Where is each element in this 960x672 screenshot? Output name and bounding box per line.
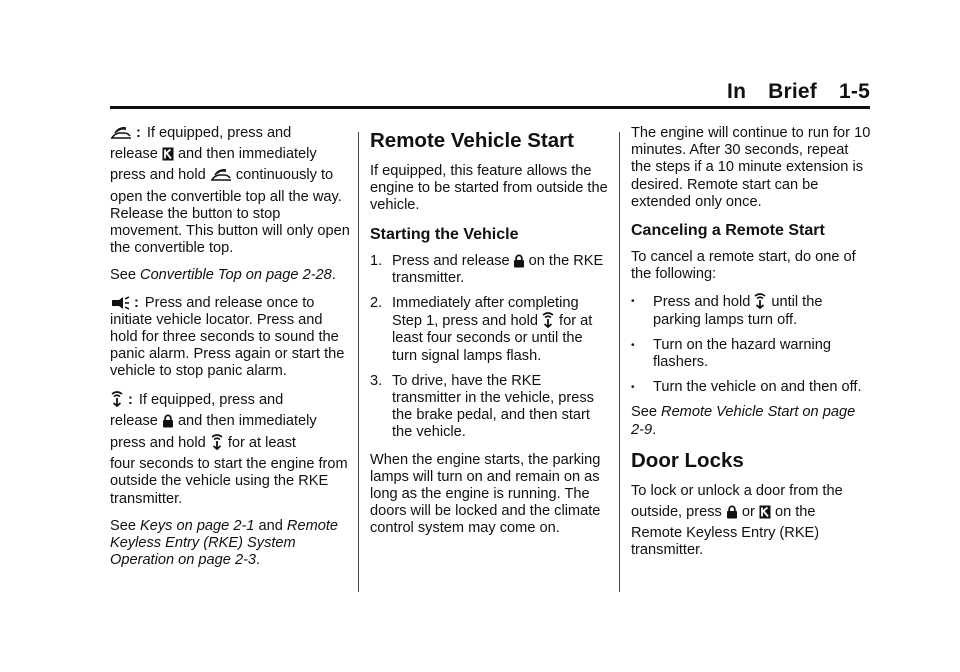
step-number: 2. [370, 295, 383, 312]
paragraph-text: for at least [227, 435, 296, 452]
locator-paragraph [110, 295, 350, 381]
cross-reference-link[interactable]: Remote Keyless Entry (RKE) System Operation on page 2-3 [110, 517, 339, 569]
list-item [631, 337, 871, 371]
bullet-text: Turn on the hazard warning flashers. [653, 336, 831, 371]
paragraph-text: continuously to [235, 167, 334, 184]
cancel-list [631, 293, 871, 396]
paragraph-text: Press and release once to initiate vehicle locator. Press and hold for three seconds to sound the panic alarm. Press again or start the vehicle to stop panic alarm. [110, 294, 345, 380]
header-rule [110, 106, 870, 109]
period: . [256, 552, 261, 569]
vehicle-locator-horn-icon [110, 296, 130, 310]
paragraph-text: on the [774, 504, 816, 521]
remote-start-icon [110, 391, 124, 407]
remote-start-icon [541, 312, 555, 328]
door-line3: Remote Keyless Entry (RKE) transmitter. [631, 525, 820, 559]
paragraph-text: release [110, 412, 158, 429]
paragraph-text: press and hold [110, 167, 206, 184]
convertible-line1 [110, 125, 350, 142]
paragraph-text: If equipped, press and [146, 125, 292, 141]
list-item [370, 253, 610, 287]
lock-icon [513, 254, 525, 268]
paragraph-text: outside, press [631, 504, 722, 521]
remote-start-line3 [110, 434, 350, 452]
remote-start-see-also [110, 518, 350, 570]
remote-start-icon [753, 293, 767, 309]
bullet-text-part: until the parking lamps turn off. [653, 294, 823, 328]
convertible-line2 [110, 146, 350, 163]
paragraph-text: press and hold [110, 435, 206, 452]
bullet-text-part: Press and hold [653, 294, 751, 311]
convertible-see-also [110, 267, 350, 284]
step-text-part: for at least four seconds or until the turn signal lamps flash. [392, 313, 593, 364]
bullet: • [631, 382, 635, 394]
remote-start-body: four seconds to start the engine from outside the vehicle using the RKE transmitter. [110, 456, 348, 507]
step-number: 3. [370, 372, 383, 389]
cross-reference-link[interactable]: Keys on page 2-1 [140, 517, 255, 534]
list-item [631, 379, 871, 396]
and-label: and [258, 517, 283, 534]
column-divider [358, 132, 359, 592]
column-3 [631, 125, 871, 570]
remote-start-line2 [110, 413, 350, 430]
steps-list [370, 253, 610, 442]
list-item [631, 293, 871, 328]
door-line1: To lock or unlock a door from the [631, 482, 843, 499]
step-text-part: Step 1, press and hold [392, 313, 539, 330]
step-text [392, 295, 610, 365]
cancel-see-also [631, 404, 871, 438]
cross-reference-link[interactable]: Convertible Top on page 2-28 [140, 267, 332, 284]
section-heading: Door Locks [631, 448, 744, 472]
section-title: In Brief [727, 80, 817, 103]
step-number: 1. [370, 252, 383, 269]
page-number: 1-5 [839, 80, 870, 103]
see-label: See [110, 267, 136, 284]
unlock-icon [162, 147, 174, 161]
column-divider [619, 132, 620, 592]
door-line2 [631, 504, 871, 521]
see-label: See [631, 404, 657, 421]
step-text-part: Immediately after completing [392, 295, 579, 312]
intro-paragraph: If equipped, this feature allows the engine to be started from outside the vehicle. [370, 163, 608, 214]
convertible-line3 [110, 167, 350, 184]
or-label: or [741, 504, 755, 521]
paragraph-text: release [110, 146, 158, 163]
bullet: • [631, 339, 635, 351]
step-text: To drive, have the RKE transmitter in the vehicle, press the brake pedal, and then start the vehicle. [392, 372, 594, 441]
paragraph-text: If equipped, press and [138, 391, 284, 408]
paragraph-text: and then immediately [177, 412, 317, 429]
header-text [727, 80, 870, 104]
step-text-part: Press and release [392, 252, 510, 269]
page-header [110, 80, 870, 106]
bullet-text: Turn the vehicle on and then off. [653, 379, 862, 396]
cancel-intro: To cancel a remote start, do one of the following: [631, 249, 856, 283]
bullet-text [653, 293, 871, 328]
convertible-top-icon [110, 126, 132, 140]
convertible-body: open the convertible top all the way. Release the button to stop movement. This button will only open the convertible top. [110, 188, 350, 257]
lock-icon [726, 505, 738, 519]
colon: : [136, 125, 141, 141]
see-label: See [110, 517, 136, 534]
continue-paragraph: The engine will continue to run for 10 minutes. After 30 seconds, repeat the steps if a 10 minute extension is desired. Remote start can be extended only once. [631, 125, 871, 210]
colon: : [134, 294, 139, 311]
period: . [652, 421, 657, 438]
list-item [370, 373, 610, 442]
outro-paragraph: When the engine starts, the parking lamps will turn on and remain on as long as the engine is running. The doors will be locked and the climate control system may come on. [370, 451, 601, 537]
bullet: • [631, 296, 635, 308]
lock-icon [162, 414, 174, 428]
remote-start-icon [210, 434, 224, 450]
paragraph-text: and then immediately [177, 146, 317, 163]
step-text-part: on the RKE transmitter. [392, 252, 604, 286]
subsection-heading: Canceling a Remote Start [631, 222, 825, 240]
colon: : [128, 391, 133, 408]
convertible-top-icon [210, 168, 232, 182]
section-heading: Remote Vehicle Start [370, 129, 574, 152]
column-1 [110, 125, 350, 579]
period: . [331, 267, 336, 284]
step-text [392, 253, 610, 287]
cross-reference-link[interactable]: Remote Vehicle Start on page 2-9 [631, 404, 856, 438]
unlock-icon [759, 505, 771, 519]
subsection-heading: Starting the Vehicle [370, 225, 519, 243]
column-2 [370, 125, 610, 548]
list-item [370, 295, 610, 365]
remote-start-line1 [110, 391, 350, 409]
